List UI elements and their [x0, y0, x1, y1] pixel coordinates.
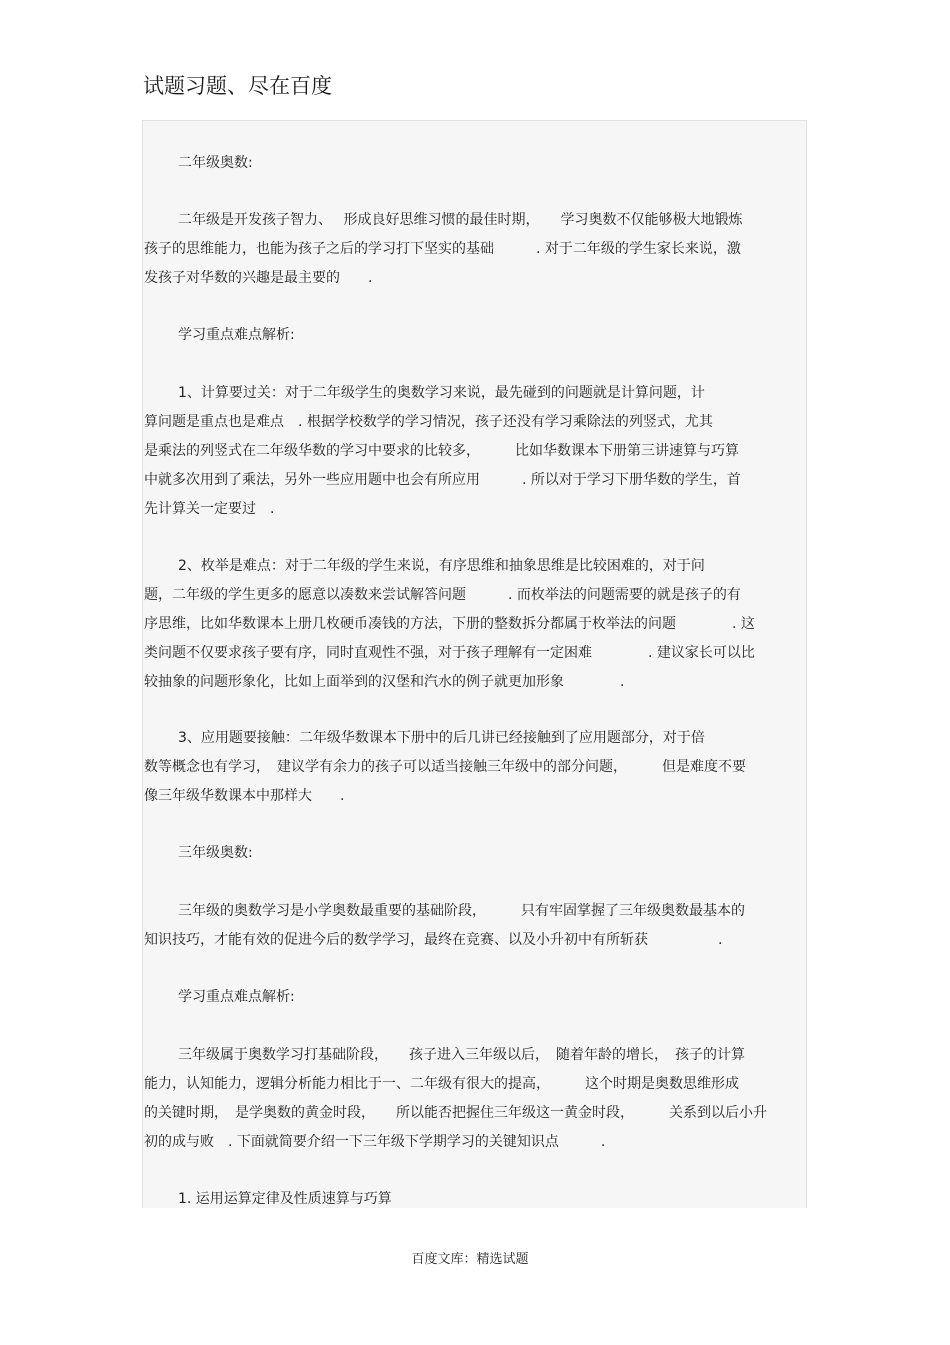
text-line: 能力，认知能力，逻辑分析能力相比于一、二年级有很大的提高， 这个时期是奥数思维形成 — [144, 1076, 739, 1092]
text-line: 孩子的思维能力，也能为孩子之后的学习打下坚实的基础 . 对于二年级的学生家长来说，激 — [144, 241, 741, 257]
text-line: 二年级奥数: — [178, 155, 253, 171]
section-heading-analysis-2 — [144, 983, 806, 1012]
text-line: 1. 运用运算定律及性质速算与巧算 — [178, 1191, 392, 1207]
text-line: 题，二年级的学生更多的愿意以凑数来尝试解答问题 . 而枚举法的问题需要的就是孩子的有 — [144, 587, 741, 603]
text-line: 像三年级华数课本中那样大 . — [144, 788, 345, 804]
text-line: 学习重点难点解析: — [178, 327, 295, 343]
text-line: 1、计算要过关：对于二年级学生的奥数学习来说，最先碰到的问题就是计算问题，计 — [178, 385, 705, 401]
section-heading-grade2 — [144, 149, 806, 178]
paragraph-enumeration — [144, 552, 806, 697]
text-line: 3、应用题要接触：二年级华数课本下册中的后几讲已经接触到了应用题部分，对于倍 — [178, 730, 705, 746]
paragraph-grade2-intro — [144, 206, 806, 293]
section-heading-analysis-1 — [144, 321, 806, 350]
paragraph-calculation — [144, 379, 806, 524]
paragraph-grade3-foundation — [144, 1041, 806, 1157]
text-line: 学习重点难点解析: — [178, 989, 295, 1005]
list-item-speed-calculation — [144, 1185, 806, 1208]
text-line: 二年级是开发孩子智力、 形成良好思维习惯的最佳时期， 学习奥数不仅能够极大地锻炼 — [178, 212, 743, 228]
text-line: 知识技巧，才能有效的促进今后的数学学习，最终在竞赛、以及小升初中有所斩获 . — [144, 932, 723, 948]
text-line: 数等概念也有学习， 建议学有余力的孩子可以适当接触三年级中的部分问题， 但是难度不要 — [144, 759, 746, 775]
text-line: 中就多次用到了乘法，另外一些应用题中也会有所应用 . 所以对于学习下册华数的学生，首 — [144, 472, 741, 488]
page-footer: 百度文库：精选试题 — [411, 1252, 529, 1267]
text-line: 序思维，比如华数课本上册几枚硬币凑钱的方法，下册的整数拆分都属于枚举法的问题 . 这 — [144, 616, 755, 632]
text-line: 三年级奥数: — [178, 845, 253, 861]
paragraph-word-problems — [144, 724, 806, 811]
text-line: 的关键时期， 是学奥数的黄金时段， 所以能否把握住三年级这一黄金时段， 关系到以后小升 — [144, 1105, 767, 1121]
text-line: 是乘法的列竖式在二年级华数的学习中要求的比较多， 比如华数课本下册第三讲速算与巧算 — [144, 443, 739, 459]
text-line: 三年级的奥数学习是小学奥数最重要的基础阶段， 只有牢固掌握了三年级奥数最基本的 — [178, 903, 745, 919]
text-line: 算问题是重点也是难点 . 根据学校数学的学习情况，孩子还没有学习乘除法的列竖式，尤其 — [144, 414, 713, 430]
paragraph-grade3-intro — [144, 897, 806, 955]
document-body — [142, 120, 807, 1208]
text-line: 类问题不仅要求孩子要有序，同时直观性不强，对于孩子理解有一定困难 . 建议家长可以比 — [144, 645, 755, 661]
section-heading-grade3 — [144, 839, 806, 868]
text-line: 发孩子对华数的兴趣是最主要的 . — [144, 270, 373, 286]
text-line: 较抽象的问题形象化，比如上面举到的汉堡和汽水的例子就更加形象 . — [144, 674, 625, 690]
page-title: 试题习题、尽在百度 — [143, 74, 332, 98]
text-line: 2、枚举是难点：对于二年级的学生来说，有序思维和抽象思维是比较困难的，对于问 — [178, 558, 705, 574]
text-line: 先计算关一定要过 . — [144, 501, 275, 517]
text-line: 初的成与败 . 下面就简要介绍一下三年级下学期学习的关键知识点 . — [144, 1134, 606, 1150]
text-line: 三年级属于奥数学习打基础阶段， 孩子进入三年级以后， 随着年龄的增长， 孩子的计算 — [178, 1047, 745, 1063]
